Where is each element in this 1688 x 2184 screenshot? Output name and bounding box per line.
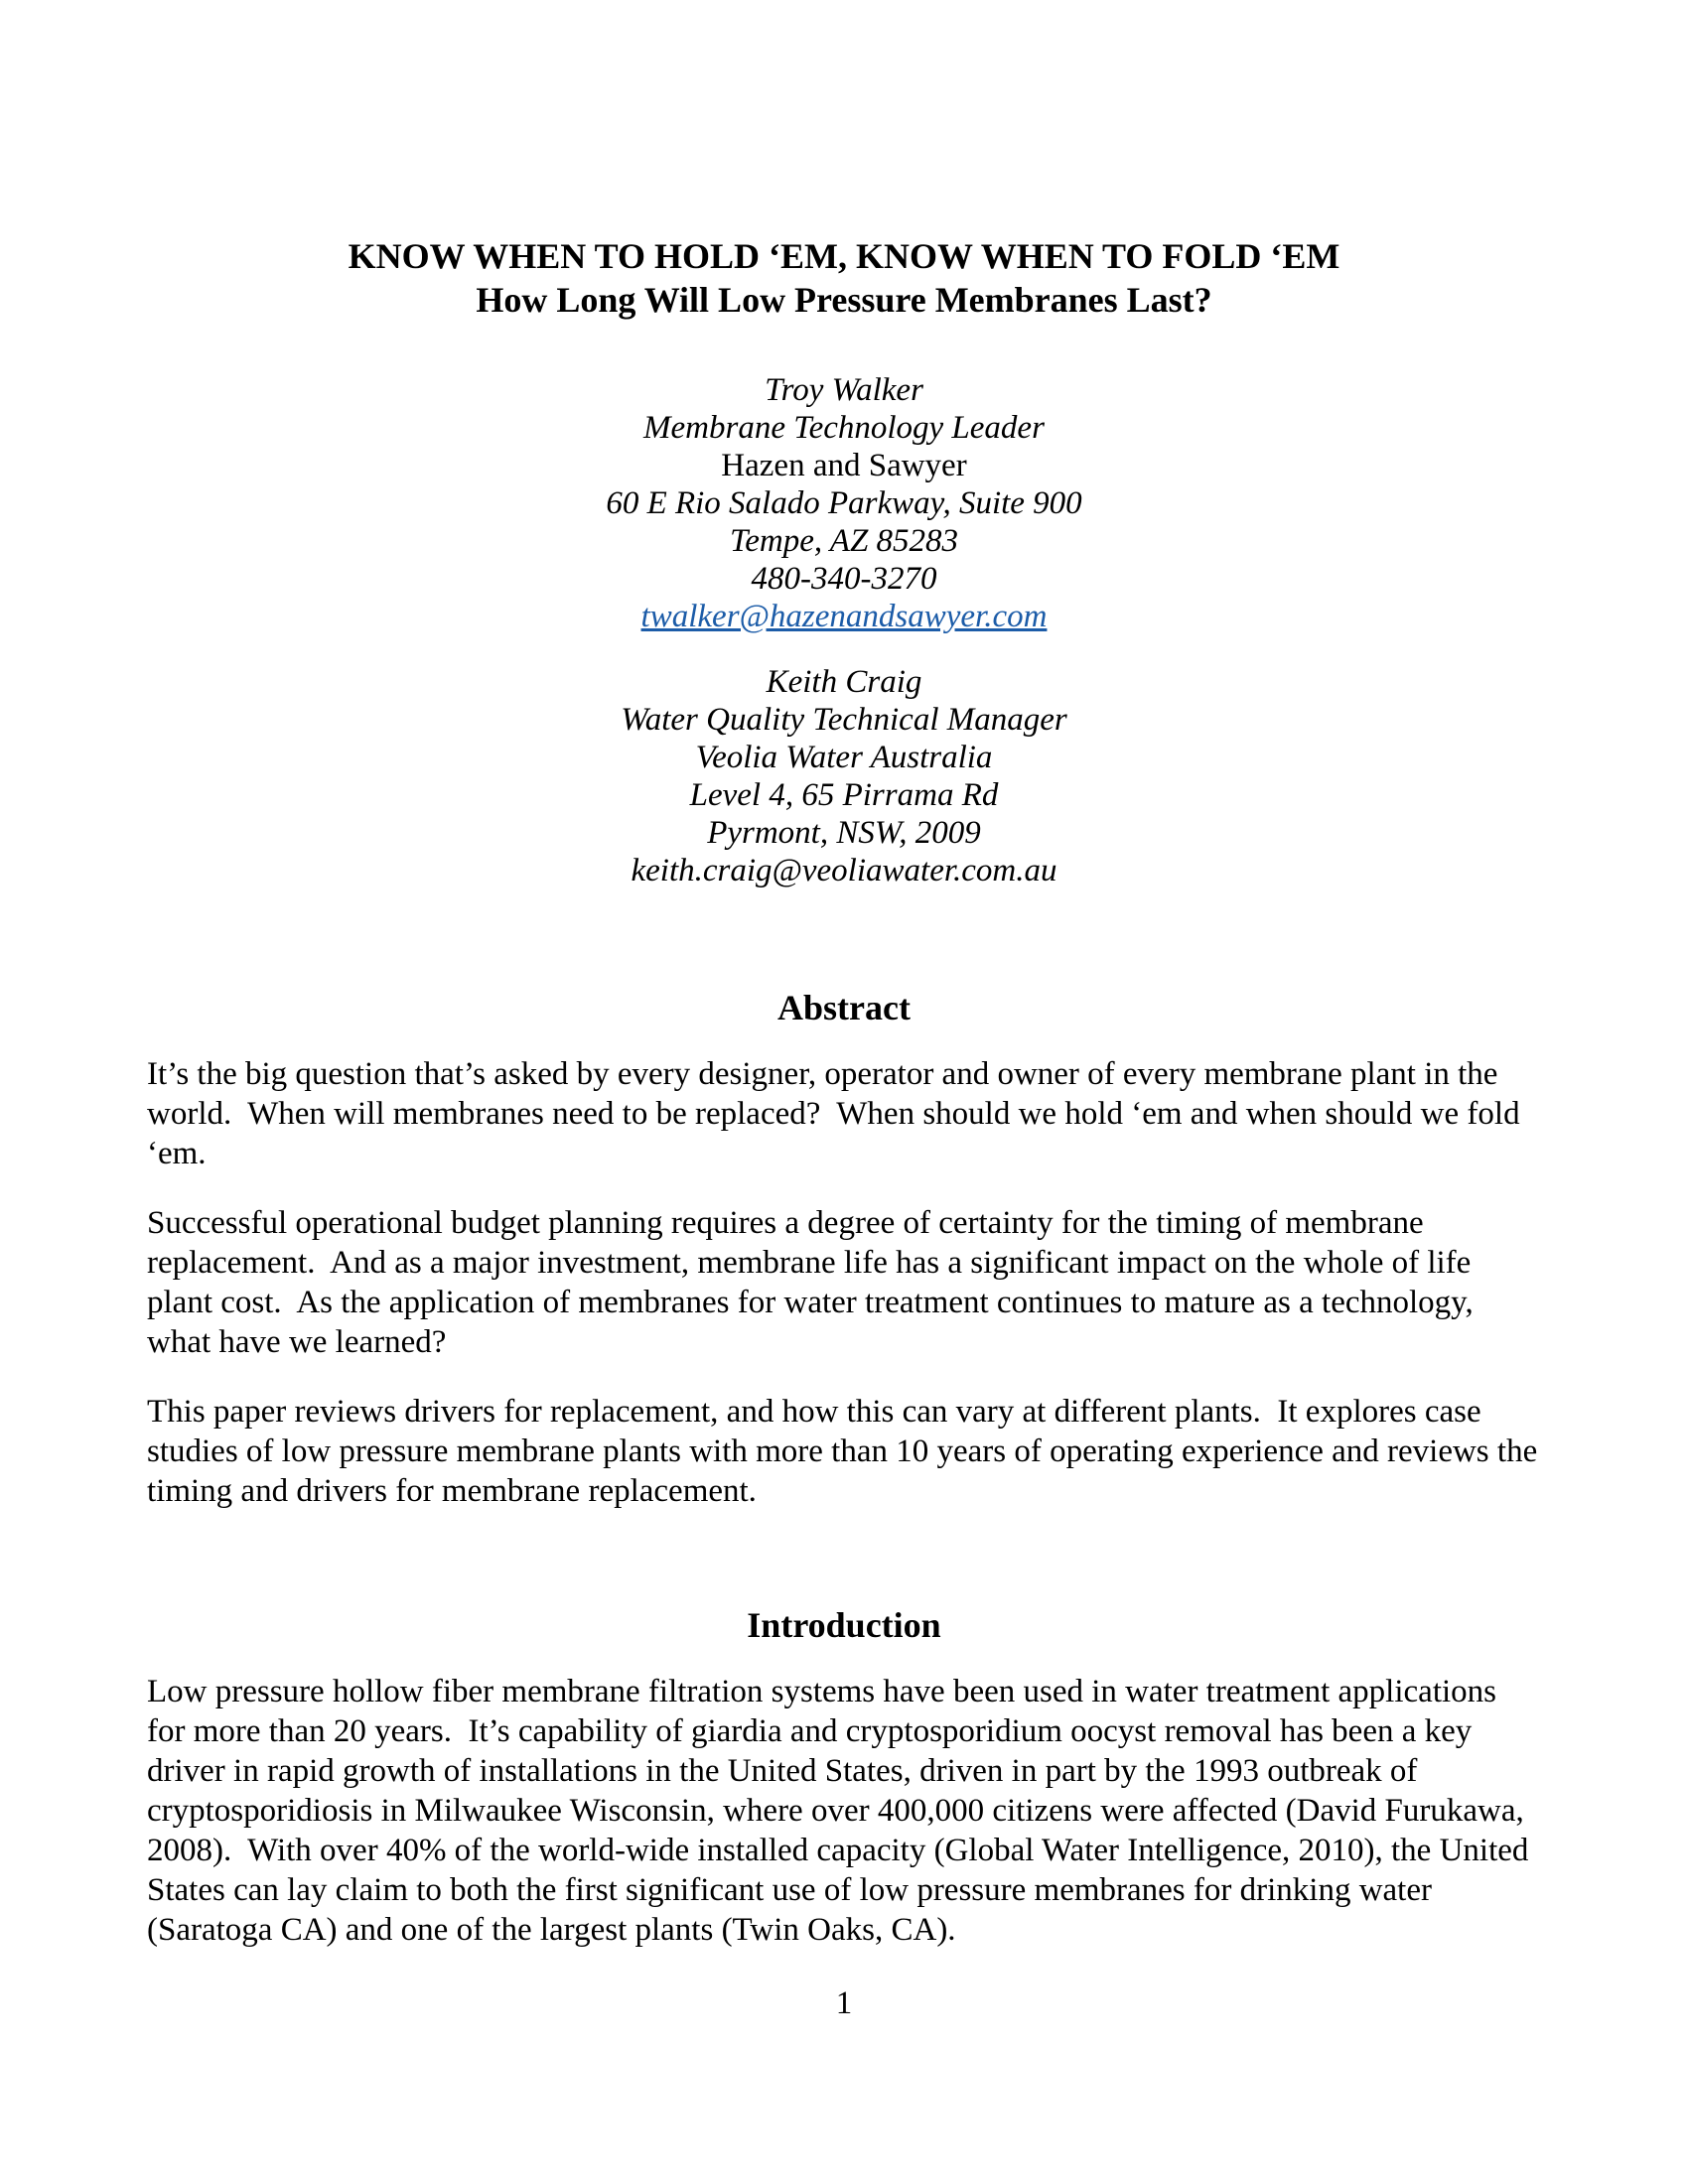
author-address-line1: 60 E Rio Salado Parkway, Suite 900	[606, 485, 1082, 521]
author-email-text: keith.craig@veoliawater.com.au	[631, 853, 1057, 888]
author-company: Hazen and Sawyer	[721, 448, 967, 483]
abstract-paragraph-3: This paper reviews drivers for replacement, and how this can vary at different plants. It explores case studies of low pressure membrane plants with more than 10 years of operating experience and reviews the timing and drivers for membrane replacement.	[147, 1394, 1546, 1509]
author-address-line2: Tempe, AZ 85283	[729, 523, 959, 559]
author-address-line1: Level 4, 65 Pirrama Rd	[689, 777, 999, 813]
paper-title	[147, 234, 1541, 322]
abstract-paragraph-1: It’s the big question that’s asked by every designer, operator and owner of every membrane plant in the world. When will membranes need to be replaced? When should we hold ‘em and when should we fold ‘em.	[147, 1056, 1528, 1171]
section-heading-introduction: Introduction	[747, 1605, 941, 1645]
author-phone: 480-340-3270	[751, 561, 937, 597]
author-name: Troy Walker	[765, 372, 923, 408]
author-role: Water Quality Technical Manager	[621, 702, 1067, 738]
author-role: Membrane Technology Leader	[643, 410, 1045, 446]
author-company: Veolia Water Australia	[695, 740, 993, 775]
page-number: 1	[835, 1985, 853, 2021]
abstract-paragraph-2: Successful operational budget planning requires a degree of certainty for the timing of membrane replacement. And as a major investment, membrane life has a significant impact on the whole of life plant cost. As the application of membranes for water treatment continues to mature as a technology, what have we learned?	[147, 1205, 1482, 1360]
section-heading-abstract: Abstract	[777, 988, 911, 1027]
author-email-link[interactable]: twalker@hazenandsawyer.com	[640, 599, 1048, 634]
author-name: Keith Craig	[766, 664, 922, 700]
introduction-paragraph-1: Low pressure hollow fiber membrane filtration systems have been used in water treatment applications for more than 20 years. It’s capability of giardia and cryptosporidium oocyst removal has been a key driver in rapid growth of installations in the United States, driven in part by the 1993 outbreak of cryptosporidiosis in Milwaukee Wisconsin, where over 400,000 citizens were affected (David Furukawa, 2008). With over 40% of the world-wide installed capacity (Global Water Intelligence, 2010), the United States can lay claim to both the first significant use of low pressure membranes for drinking water (Saratoga CA) and one of the largest plants (Twin Oaks, CA).	[147, 1674, 1537, 1948]
page-content	[0, 234, 1688, 2023]
paper-title-line1: KNOW WHEN TO HOLD ‘EM, KNOW WHEN TO FOLD ‘EM	[348, 236, 1340, 276]
author-block-troy-walker	[147, 371, 1541, 635]
author-address-line2: Pyrmont, NSW, 2009	[707, 815, 981, 851]
author-block-keith-craig	[147, 663, 1541, 889]
paper-title-line2: How Long Will Low Pressure Membranes Last?	[476, 280, 1212, 320]
